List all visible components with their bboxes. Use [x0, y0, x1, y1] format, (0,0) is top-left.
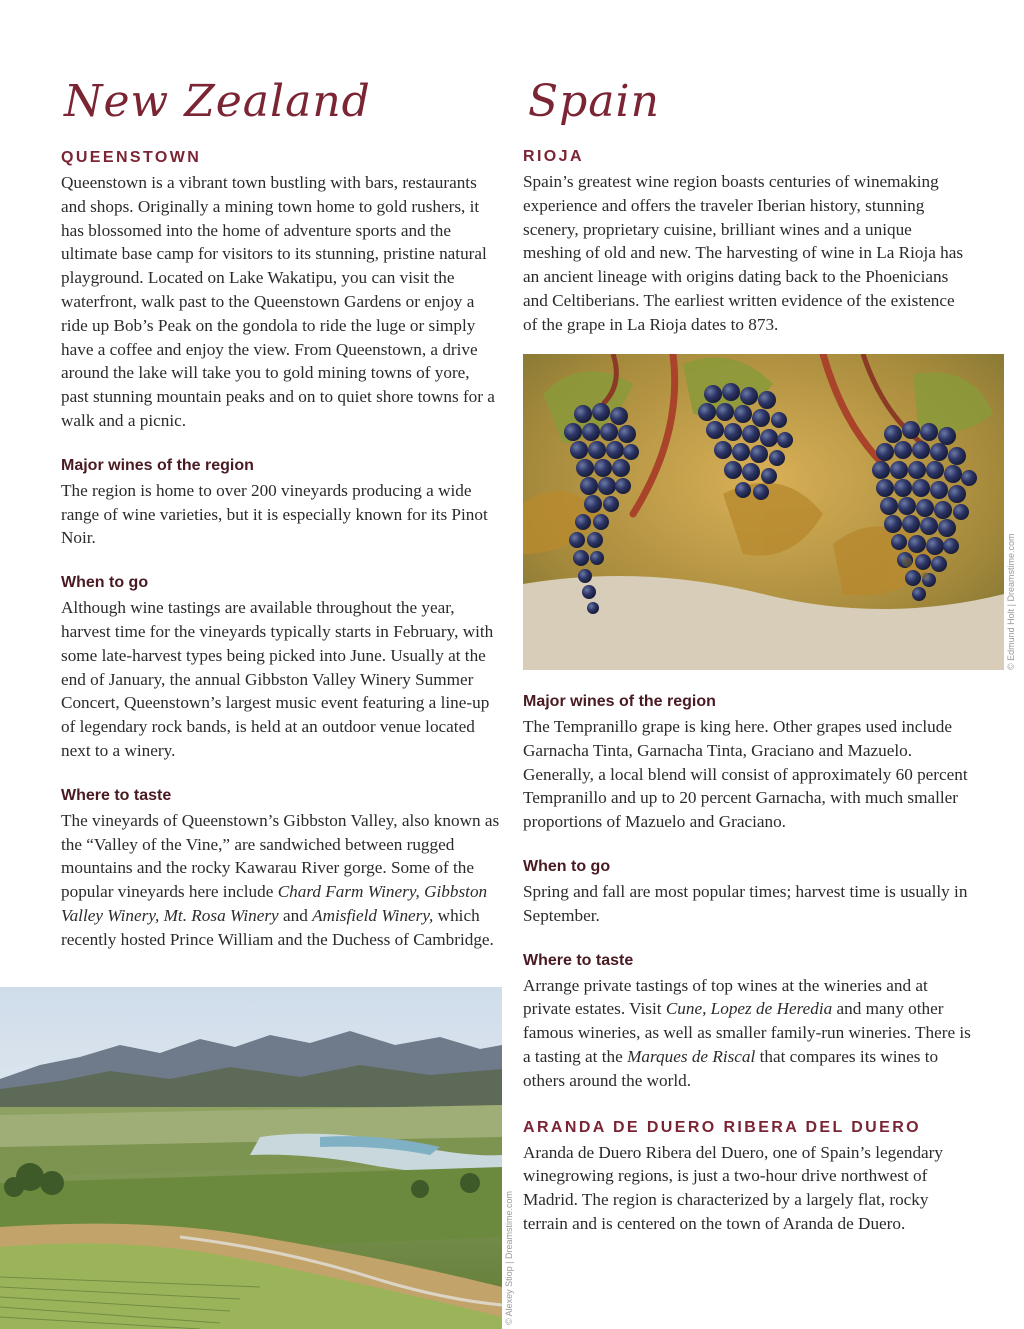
spain-column-bottom — [523, 692, 973, 1236]
spain-title: Spain — [528, 76, 660, 127]
rioja-heading: RIOJA — [523, 148, 584, 165]
winery-name: Chard Farm Winery, — [277, 882, 420, 902]
nz-when-to-go-text: Although wine tastings are available throughout the year, harvest time for the vineyards typically starts in February, with some late-harvest types being picked into June. Usually at the end of January, the annual Gibbston Valley Winery Summer Concert, Queenstown’s largest music event featuring a line-up of legendary rock bands, is held at an outdoor venue located next to a winery. — [61, 598, 494, 760]
rioja-text: Spain’s greatest wine region boasts centuries of winemaking experience and offers the traveler Iberian history, stunning scenery, proprietary cuisine, brilliant wines and a unique meshing of old and new. The harvesting of wine in La Rioja has an ancient lineage with origins dating back to the Phoenicians and Celtiberians. The earliest written evidence of the existence of the grape in La Rioja dates to 873. — [523, 172, 964, 334]
nz-major-wines-heading: Major wines of the region — [61, 456, 254, 474]
winery-name: Cune, Lopez de Heredia — [665, 999, 833, 1019]
nz-where-to-taste-heading: Where to taste — [61, 786, 172, 804]
nz-column — [61, 148, 501, 952]
nz-title: New Zealand — [64, 76, 371, 127]
spain-when-to-go-text: Spring and fall are most popular times; harvest time is usually in September. — [523, 881, 968, 925]
queenstown-text: Queenstown is a vibrant town bustling with bars, restaurants and shops. Originally a mining town home to gold rushers, it has blossomed into the home of adventure sports and the ultimate base camp for visitors to its stunning, pristine natural playground. Located on Lake Wakatipu, you can visit the waterfront, walk past to the Queenstown Gardens or enjoy a ride up Bob’s Peak on the gondola to ride the luge or simply have a coffee and enjoy the view. From Queenstown, a drive around the lake will take you to gold mining towns of yore, past stunning mountain peaks and on to quiet shore towns for a walk and a picnic. — [61, 173, 495, 430]
queenstown-heading: QUEENSTOWN — [61, 149, 202, 166]
aranda-text: Aranda de Duero Ribera del Duero, one of Spain’s legendary winegrowing regions, is just a two-hour drive northwest of Madrid. The region is characterized by a largely flat, rocky terrain and is centered on the town of Aranda de Duero. — [523, 1142, 943, 1233]
spain-when-to-go-heading: When to go — [523, 857, 611, 875]
nz-where-to-taste-text: The vineyards of Queenstown’s Gibbston Valley, also known as the “Valley of the Vine,” are sandwiched between rugged mountains and the rocky Kawarau River gorge. Some of the popular vineyards here include Chard Farm Winery, Gibbston Valley Winery, Mt. Rosa Winery and Amisfield Winery, which recently hosted Prince William and the Duchess of Cambridge. — [61, 810, 500, 949]
winery-name: Marques de Riscal — [627, 1046, 756, 1066]
spain-photo-credit: © Edmund Holt | Dreamstime.com — [1006, 533, 1016, 670]
spain-where-to-taste-heading: Where to taste — [523, 951, 634, 969]
nz-when-to-go-heading: When to go — [61, 574, 149, 592]
winery-name: Amisfield Winery, — [312, 905, 434, 925]
spain-column-top — [523, 147, 973, 337]
nz-major-wines-text: The region is home to over 200 vineyards producing a wide range of wine varieties, but it is especially known for its Pinot Noir. — [61, 480, 488, 548]
nz-photo-credit: © Alexey Stiop | Dreamstime.com — [504, 1190, 514, 1325]
winery-name: Gibbston Valley Winery, Mt. Rosa Winery — [61, 882, 488, 925]
grapes-photo — [523, 354, 1004, 670]
spain-where-to-taste-text: Arrange private tastings of top wines at the wineries and at private estates. Visit Cune, Lopez de Heredia and many other famous wineries, as well as smaller family-run wineries. There is a tasting at the Marques de Riscal that compares its wines to others around the world. — [523, 975, 971, 1090]
gibbston-valley-photo — [0, 987, 502, 1329]
spain-major-wines-heading: Major wines of the region — [523, 693, 716, 710]
spain-major-wines-text: The Tempranillo grape is king here. Other grapes used include Garnacha Tinta, Garnacha Tinta, Graciano and Mazuelo. Generally, a local blend will consist of approximately 60 percent Tempranillo and up to 20 percent Garnacha, with much smaller proportions of Mazuelo and Graciano. — [523, 717, 968, 832]
aranda-heading: ARANDA DE DUERO RIBERA DEL DUERO — [523, 1118, 922, 1136]
